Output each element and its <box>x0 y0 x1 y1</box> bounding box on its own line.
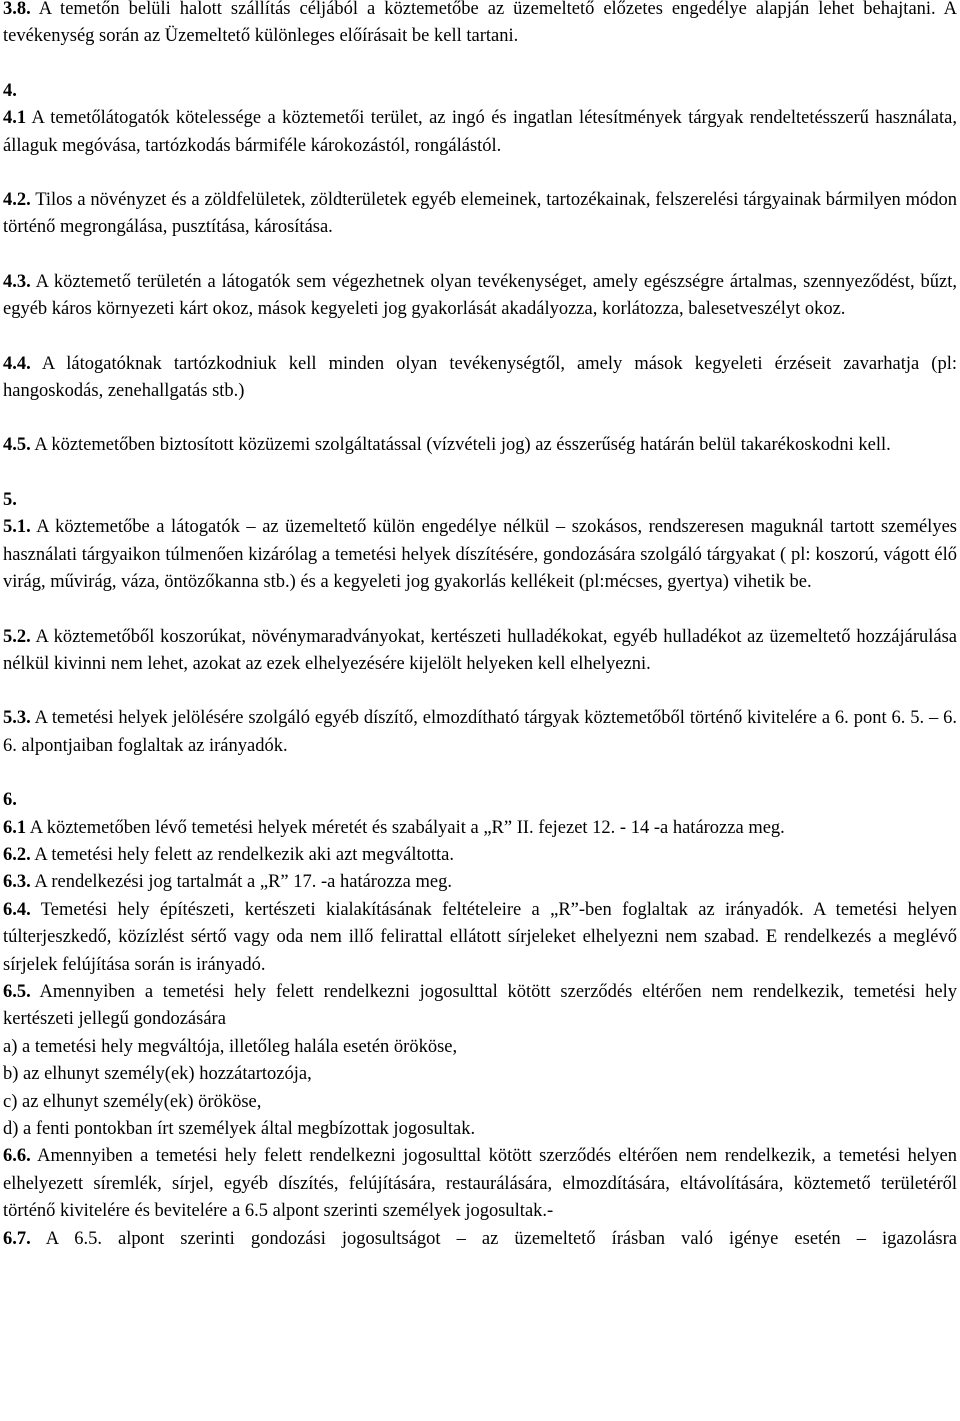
paragraph-6-5 <box>3 979 957 1034</box>
paragraph-4-3 <box>3 269 957 324</box>
section-number: 6.6. <box>3 1146 31 1167</box>
section-number: 4.4. <box>3 353 31 374</box>
list-item-d: d) a fenti pontokban írt személyek által megbízottak jogosultak. <box>3 1119 476 1139</box>
section-heading-5 <box>3 487 957 514</box>
paragraph-text: A temetési helyek jelölésére szolgáló egyéb díszítő, elmozdítható tárgyak köztemetőből történő kivitelére a 6. pont 6. 5. – 6. 6. alpontjaiban foglaltak az irányadók. <box>3 708 957 756</box>
section-number: 6.7. <box>3 1228 31 1249</box>
paragraph-6-4 <box>3 897 957 979</box>
section-number: 6. <box>3 790 17 811</box>
paragraph-4-1 <box>3 105 957 160</box>
list-item-a: a) a temetési hely megváltója, illetőleg halála esetén örököse, <box>3 1036 458 1057</box>
section-number: 6.4. <box>3 899 31 920</box>
paragraph-5-1 <box>3 514 957 596</box>
section-number: 5.3. <box>3 708 31 729</box>
section-number: 4. <box>3 80 17 101</box>
paragraph-6-3 <box>3 869 957 896</box>
paragraph-text: A temetőn belüli halott szállítás céljából a köztemetőbe az üzemeltető előzetes engedélye alapján lehet behajtani. A tevékenység során az Üzemeltető különleges előírásait be kell tartani. <box>3 0 957 47</box>
paragraph-6-7 <box>3 1226 957 1253</box>
paragraph-3-8 <box>3 0 957 51</box>
section-number: 4.2. <box>3 190 31 211</box>
paragraph-4-4 <box>3 351 957 406</box>
paragraph-text: A köztemető területén a látogatók sem végezhetnek olyan tevékenységet, amely egészségre ártalmas, szennyeződést, bűzt, egyéb káros környezeti kárt okoz, mások kegyeleti jog gyakorlását akadályozza, korlátozza, balesetveszélyt okoz. <box>3 271 957 320</box>
section-number: 4.1 <box>3 108 27 129</box>
section-number: 5.1. <box>3 517 31 538</box>
list-item-c: c) az elhunyt személy(ek) örököse, <box>3 1091 262 1112</box>
section-number: 4.5. <box>3 435 31 456</box>
section-number: 3.8. <box>3 0 31 19</box>
paragraph-text: A köztemetőben lévő temetési helyek méretét és szabályait a „R” II. fejezet 12. - 14 -a határozza meg. <box>26 817 785 838</box>
paragraph-6-6 <box>3 1143 957 1225</box>
section-number: 6.1 <box>3 817 27 838</box>
section-number: 5. <box>3 489 17 510</box>
paragraph-5-2 <box>3 624 957 679</box>
paragraph-text: A köztemetőbe a látogatók – az üzemeltető külön engedélye nélkül – szokásos, rendszeresen maguknál tartott személyes használati tárgyaikon túlmenően kizárólag a temetési helyek díszítésére, gondozására szolgáló tárgyakat ( pl: koszorú, vágott élő virág, művirág, váza, öntözőkanna stb.) és a kegyeleti jog gyakorlás kellékeit (pl:mécses, gyertya) vihetik be. <box>3 517 957 593</box>
paragraph-4-2 <box>3 187 957 242</box>
section-heading-4 <box>3 78 957 105</box>
section-number: 6.2. <box>3 844 31 865</box>
paragraph-text: A temetőlátogatók kötelessége a köztemetői terület, az ingó és ingatlan létesítmények tárgyak rendeltetésszerű használata, állaguk megóvása, tartózkodás bármiféle károkozástól, rongálástól. <box>3 108 957 156</box>
section-number: 5.2. <box>3 626 31 647</box>
document-body <box>3 0 957 1253</box>
section-number: 6.5. <box>3 981 31 1002</box>
section-number: 6.3. <box>3 872 31 893</box>
paragraph-text: Amennyiben a temetési hely felett rendelkezni jogosulttal kötött szerződés eltérően nem rendelkezik, temetési hely kertészeti jellegű gondozására <box>3 981 957 1030</box>
paragraph-text: A látogatóknak tartózkodniuk kell minden olyan tevékenységtől, amely mások kegyeleti érzéseit zavarhatja (pl: hangoskodás, zenehallgatás stb.) <box>3 353 957 402</box>
paragraph-6-2 <box>3 842 957 869</box>
paragraph-text: Tilos a növényzet és a zöldfelületek, zöldterületek egyéb elemeinek, tartozékainak, felszerelési tárgyainak bármilyen módon történő megrongálása, pusztítása, károsítása. <box>3 190 957 238</box>
paragraph-text: Amennyiben a temetési hely felett rendelkezni jogosulttal kötött szerződés eltérően nem rendelkezik, a temetési helyen elhelyezett síremlék, sírjel, egyéb díszítés, felújítására, restaurálására, elmozdítására, eltávolítására, köztemető területéről történő kivitelére és bevitelére a 6.5 alpont szerinti személyek jogosultak.- <box>3 1146 957 1222</box>
paragraph-text: A temetési hely felett az rendelkezik aki azt megváltotta. <box>30 844 455 865</box>
paragraph-text: A köztemetőben biztosított közüzemi szolgáltatással (vízvételi jog) az ésszerűség határán belül takarékoskodni kell. <box>30 435 891 456</box>
paragraph-6-1 <box>3 815 957 842</box>
paragraph-4-5 <box>3 432 957 459</box>
paragraph-text: A köztemetőből koszorúkat, növénymaradványokat, kertészeti hulladékokat, egyéb hulladékot az üzemeltető hozzájárulása nélkül kivinni nem lehet, azokat az ezek elhelyezésére kijelölt helyeken kell elhelyezni. <box>3 626 957 674</box>
paragraph-5-3 <box>3 705 957 760</box>
paragraph-text: Temetési hely építészeti, kertészeti kialakításának feltételeire a „R”-ben foglaltak az irányadók. A temetési helyen túlterjeszkedő, közízlést sértő vagy oda nem illő felirattal ellátott sírjeleket elhelyezni nem szabad. E rendelkezés a meglévő sírjelek felújítása során is irányadó. <box>3 899 957 975</box>
paragraph-text: A 6.5. alpont szerinti gondozási jogosultságot – az üzemeltető írásban való igénye esetén – igazolásra <box>30 1228 957 1249</box>
list-item-b: b) az elhunyt személy(ek) hozzátartozója, <box>3 1064 312 1085</box>
section-heading-6 <box>3 787 957 814</box>
section-number: 4.3. <box>3 271 31 292</box>
paragraph-text: A rendelkezési jog tartalmát a „R” 17. -a határozza meg. <box>30 872 452 893</box>
